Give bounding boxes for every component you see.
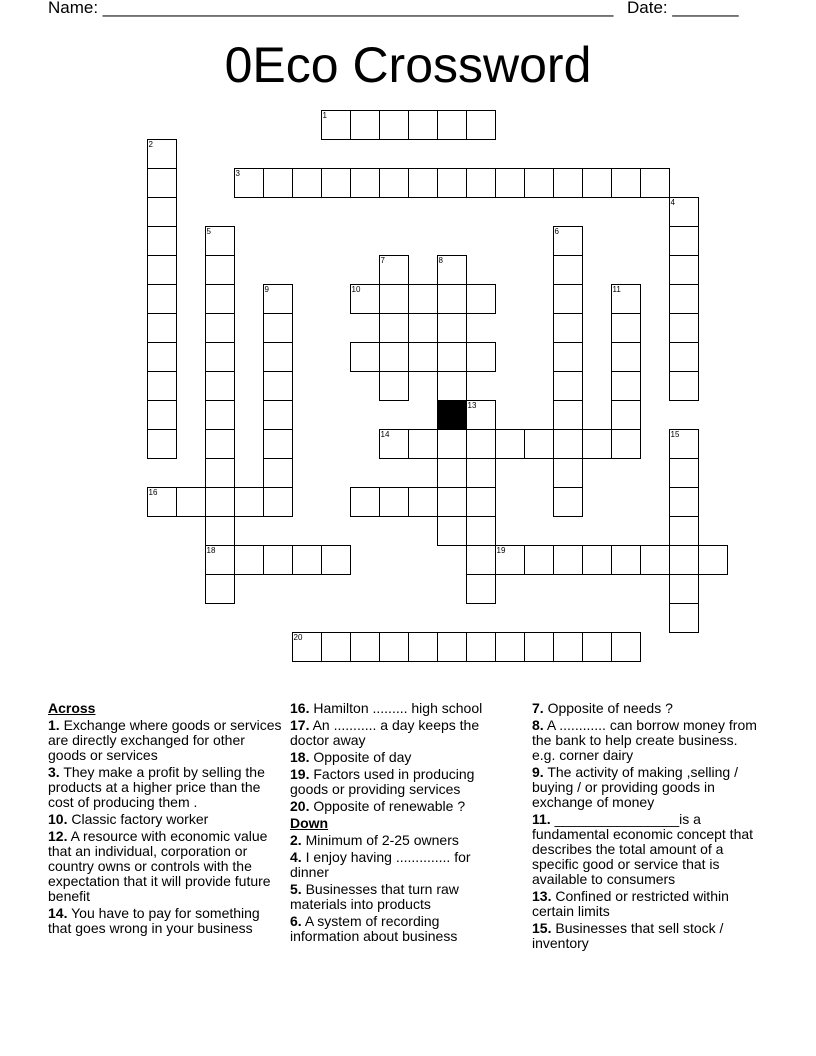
crossword-cell[interactable] — [553, 429, 583, 459]
clues-column-1 — [48, 701, 283, 938]
crossword-cell[interactable] — [437, 284, 467, 314]
clue-text: Opposite of renewable ? — [313, 798, 466, 814]
crossword-cell[interactable] — [466, 284, 496, 314]
crossword-cell[interactable] — [292, 632, 322, 662]
crossword-cell[interactable] — [205, 545, 235, 575]
crossword-cell[interactable] — [379, 313, 409, 343]
crossword-cell[interactable] — [640, 545, 670, 575]
clue-number: 15. — [532, 920, 552, 936]
crossword-cell[interactable] — [640, 168, 670, 198]
crossword-cell[interactable] — [553, 342, 583, 372]
crossword-cell[interactable] — [553, 545, 583, 575]
crossword-cell[interactable] — [408, 342, 438, 372]
crossword-cell[interactable] — [350, 487, 380, 517]
clue-text: Opposite of day — [313, 749, 412, 765]
clue-number: 3. — [48, 764, 60, 780]
crossword-cell[interactable] — [669, 342, 699, 372]
clue-number: 13. — [532, 888, 552, 904]
crossword-cell[interactable] — [379, 110, 409, 140]
clue-item — [532, 701, 762, 716]
crossword-cell[interactable] — [553, 284, 583, 314]
clue-number: 18. — [290, 749, 310, 765]
crossword-cell[interactable] — [495, 632, 525, 662]
crossword-cell[interactable] — [669, 284, 699, 314]
clue-text: A ............ can borrow money from the bank to help create business. e.g. corner dairy — [532, 717, 757, 763]
crossword-cell[interactable] — [437, 110, 467, 140]
clue-item — [48, 812, 283, 827]
crossword-cell[interactable] — [350, 342, 380, 372]
clue-text: Minimum of 2-25 owners — [305, 832, 459, 848]
crossword-cell[interactable] — [147, 429, 177, 459]
crossword-cell[interactable] — [553, 255, 583, 285]
crossword-cell[interactable] — [379, 284, 409, 314]
down-clue-list-continued — [532, 701, 762, 951]
crossword-cell[interactable] — [437, 516, 467, 546]
clue-item — [48, 765, 283, 810]
crossword-cell[interactable] — [611, 632, 641, 662]
clue-number-label: 16 — [148, 487, 158, 497]
crossword-cell[interactable] — [466, 574, 496, 604]
clue-item — [532, 889, 762, 919]
crossword-cell[interactable] — [350, 168, 380, 198]
clue-number-label: 14 — [380, 429, 390, 439]
clue-text: Businesses that sell stock / inventory — [532, 920, 724, 951]
crossword-cell[interactable] — [669, 574, 699, 604]
crossword-cell[interactable] — [611, 545, 641, 575]
crossword-cell[interactable] — [263, 429, 293, 459]
crossword-cell[interactable] — [553, 226, 583, 256]
crossword-cell[interactable] — [147, 284, 177, 314]
clue-text: A resource with economic value that an individual, corporation or country owns or controls with the expectation that it will provide future benefit — [48, 828, 271, 904]
crossword-cell[interactable] — [466, 545, 496, 575]
crossword-cell[interactable] — [582, 429, 612, 459]
crossword-cell[interactable] — [437, 458, 467, 488]
clue-text: ________________is a fundamental economic concept that describes the total amount of a specific good or service that is available to consumers — [532, 811, 754, 887]
crossword-cell[interactable] — [582, 168, 612, 198]
crossword-cell[interactable] — [205, 516, 235, 546]
across-clue-list — [48, 718, 283, 936]
crossword-cell[interactable] — [147, 168, 177, 198]
crossword-cell[interactable] — [205, 342, 235, 372]
crossword-cell[interactable] — [611, 342, 641, 372]
crossword-cell[interactable] — [234, 545, 264, 575]
crossword-cell[interactable] — [379, 255, 409, 285]
crossword-cell[interactable] — [321, 168, 351, 198]
crossword-cell[interactable] — [669, 429, 699, 459]
clue-number-label: 5 — [206, 226, 211, 236]
crossword-cell[interactable] — [495, 545, 525, 575]
crossword-cell[interactable] — [205, 458, 235, 488]
clue-number: 14. — [48, 905, 68, 921]
clue-item — [290, 718, 505, 748]
crossword-cell[interactable] — [350, 632, 380, 662]
clue-item — [48, 718, 283, 763]
across-heading: Across — [48, 700, 96, 716]
clue-number: 2. — [290, 832, 302, 848]
crossword-cell[interactable] — [147, 371, 177, 401]
crossword-cell[interactable] — [408, 632, 438, 662]
crossword-cell[interactable] — [292, 545, 322, 575]
crossword-cell[interactable] — [437, 632, 467, 662]
clue-number: 17. — [290, 717, 310, 733]
crossword-cell[interactable] — [205, 487, 235, 517]
crossword-cell[interactable] — [350, 110, 380, 140]
clue-number: 12. — [48, 828, 68, 844]
crossword-cell[interactable] — [147, 313, 177, 343]
crossword-cell[interactable] — [321, 632, 351, 662]
crossword-cell[interactable] — [205, 400, 235, 430]
crossword-cell[interactable] — [466, 487, 496, 517]
clue-item — [290, 767, 505, 797]
crossword-cell[interactable] — [263, 168, 293, 198]
clue-number-label: 1 — [322, 110, 327, 120]
clue-number: 8. — [532, 717, 544, 733]
clue-number: 4. — [290, 849, 302, 865]
crossword-cell[interactable] — [611, 371, 641, 401]
clue-number-label: 15 — [670, 429, 680, 439]
crossword-cell[interactable] — [263, 400, 293, 430]
clues-column-2 — [290, 701, 505, 946]
crossword-cell[interactable] — [147, 342, 177, 372]
clue-item — [290, 914, 505, 944]
clue-number: 5. — [290, 881, 302, 897]
clue-number-label: 19 — [496, 545, 506, 555]
clue-number-label: 8 — [438, 255, 443, 265]
crossword-cell[interactable] — [466, 342, 496, 372]
clue-item — [532, 718, 762, 763]
crossword-cell[interactable] — [263, 313, 293, 343]
crossword-cell[interactable] — [437, 255, 467, 285]
crossword-cell[interactable] — [524, 545, 554, 575]
crossword-cell[interactable] — [466, 429, 496, 459]
clue-text: They make a profit by selling the products at a higher price than the cost of producing them . — [48, 764, 265, 810]
crossword-cell[interactable] — [698, 545, 728, 575]
crossword-cell[interactable] — [408, 110, 438, 140]
clue-number: 19. — [290, 766, 310, 782]
clue-number-label: 10 — [351, 284, 361, 294]
clue-number-label: 4 — [670, 197, 675, 207]
crossword-cell[interactable] — [408, 429, 438, 459]
clue-number: 1. — [48, 717, 60, 733]
crossword-cell[interactable] — [553, 371, 583, 401]
clue-number-label: 6 — [554, 226, 559, 236]
clue-text: Factors used in producing goods or providing services — [290, 766, 475, 797]
crossword-cell[interactable] — [350, 284, 380, 314]
crossword-cell[interactable] — [669, 226, 699, 256]
crossword-cell[interactable] — [669, 458, 699, 488]
crossword-cell[interactable] — [669, 197, 699, 227]
crossword-cell[interactable] — [205, 255, 235, 285]
crossword-cell[interactable] — [669, 545, 699, 575]
crossword-cell[interactable] — [611, 313, 641, 343]
crossword-cell[interactable] — [611, 429, 641, 459]
clue-number-label: 9 — [264, 284, 269, 294]
crossword-cell[interactable] — [553, 313, 583, 343]
crossword-cell[interactable] — [611, 400, 641, 430]
crossword-black-cell — [437, 400, 467, 430]
crossword-cell[interactable] — [437, 487, 467, 517]
crossword-cell[interactable] — [466, 516, 496, 546]
clue-item — [290, 882, 505, 912]
crossword-cell[interactable] — [437, 429, 467, 459]
across-clue-list-continued — [290, 701, 505, 814]
crossword-cell[interactable] — [466, 400, 496, 430]
clue-number-label: 20 — [293, 632, 303, 642]
crossword-cell[interactable] — [437, 371, 467, 401]
clue-number: 20. — [290, 798, 310, 814]
crossword-cell[interactable] — [147, 139, 177, 169]
clue-number-label: 2 — [148, 139, 153, 149]
clue-text: An ........... a day keeps the doctor away — [290, 717, 480, 748]
crossword-cell[interactable] — [147, 400, 177, 430]
crossword-cell[interactable] — [205, 371, 235, 401]
crossword-cell[interactable] — [263, 458, 293, 488]
clue-number: 11. — [532, 811, 551, 827]
crossword-cell[interactable] — [524, 632, 554, 662]
crossword-cell[interactable] — [553, 400, 583, 430]
crossword-cell[interactable] — [669, 255, 699, 285]
clue-text: The activity of making ,selling / buying / or providing goods in exchange of money — [532, 764, 738, 810]
crossword-cell[interactable] — [669, 313, 699, 343]
crossword-cell[interactable] — [263, 545, 293, 575]
clue-number: 16. — [290, 700, 310, 716]
clue-number-label: 13 — [467, 400, 477, 410]
crossword-cell[interactable] — [379, 371, 409, 401]
crossword-cell[interactable] — [205, 429, 235, 459]
down-clue-list — [290, 833, 505, 944]
crossword-cell[interactable] — [466, 168, 496, 198]
crossword-cell[interactable] — [379, 342, 409, 372]
crossword-cell[interactable] — [147, 197, 177, 227]
crossword-cell[interactable] — [437, 168, 467, 198]
clue-text: Classic factory worker — [71, 811, 209, 827]
crossword-cell[interactable] — [379, 632, 409, 662]
crossword-cell[interactable] — [524, 168, 554, 198]
crossword-cell[interactable] — [466, 632, 496, 662]
crossword-cell[interactable] — [321, 110, 351, 140]
crossword-cell[interactable] — [495, 429, 525, 459]
clue-item — [532, 812, 762, 887]
crossword-cell[interactable] — [524, 429, 554, 459]
clue-text: You have to pay for something that goes wrong in your business — [48, 905, 260, 936]
crossword-cell[interactable] — [669, 516, 699, 546]
crossword-cell[interactable] — [408, 284, 438, 314]
crossword-cell[interactable] — [408, 487, 438, 517]
clue-number: 6. — [290, 913, 302, 929]
crossword-cell[interactable] — [379, 429, 409, 459]
crossword-cell[interactable] — [582, 632, 612, 662]
clue-text: Opposite of needs ? — [547, 700, 673, 716]
crossword-cell[interactable] — [379, 168, 409, 198]
crossword-cell[interactable] — [205, 313, 235, 343]
clue-text: Confined or restricted within certain limits — [532, 888, 729, 919]
clue-number-label: 18 — [206, 545, 216, 555]
clue-number: 9. — [532, 764, 544, 780]
crossword-cell[interactable] — [205, 284, 235, 314]
clue-item — [290, 701, 505, 716]
crossword-cell[interactable] — [553, 487, 583, 517]
crossword-cell[interactable] — [263, 342, 293, 372]
clue-item — [290, 833, 505, 848]
crossword-cell[interactable] — [437, 342, 467, 372]
crossword-cell[interactable] — [234, 487, 264, 517]
crossword-cell[interactable] — [263, 284, 293, 314]
crossword-cell[interactable] — [147, 226, 177, 256]
crossword-cell[interactable] — [437, 313, 467, 343]
clue-number-label: 7 — [380, 255, 385, 265]
down-heading: Down — [290, 815, 329, 831]
crossword-cell[interactable] — [408, 168, 438, 198]
clue-number: 10. — [48, 811, 68, 827]
clue-text: Exchange where goods or services are directly exchanged for other goods or services — [48, 717, 282, 763]
crossword-cell[interactable] — [611, 168, 641, 198]
crossword-cell[interactable] — [669, 371, 699, 401]
crossword-cell[interactable] — [263, 371, 293, 401]
crossword-cell[interactable] — [321, 545, 351, 575]
crossword-cell[interactable] — [669, 487, 699, 517]
clue-number: 7. — [532, 700, 544, 716]
crossword-cell[interactable] — [263, 487, 293, 517]
crossword-cell[interactable] — [582, 545, 612, 575]
name-field: Name: ______________________________________________________ — [48, 0, 614, 17]
clue-item — [290, 799, 505, 814]
crossword-cell[interactable] — [205, 226, 235, 256]
crossword-cell[interactable] — [553, 458, 583, 488]
clues-column-3 — [532, 701, 762, 953]
crossword-cell[interactable] — [379, 487, 409, 517]
clue-item — [532, 765, 762, 810]
clue-text: Businesses that turn raw materials into products — [290, 881, 459, 912]
clue-number-label: 11 — [612, 284, 621, 294]
crossword-cell[interactable] — [176, 487, 206, 517]
page-title: 0Eco Crossword — [224, 37, 592, 93]
crossword-cell[interactable] — [205, 574, 235, 604]
clue-text: A system of recording information about business — [290, 913, 458, 944]
crossword-cell[interactable] — [466, 458, 496, 488]
crossword-cell[interactable] — [234, 168, 264, 198]
clue-item — [48, 906, 283, 936]
clue-item — [290, 750, 505, 765]
crossword-cell[interactable] — [553, 632, 583, 662]
clue-text: Hamilton ......... high school — [313, 700, 483, 716]
clue-number-label: 3 — [235, 168, 240, 178]
clue-item — [48, 829, 283, 904]
crossword-cell[interactable] — [669, 603, 699, 633]
crossword-cell[interactable] — [495, 168, 525, 198]
crossword-cell[interactable] — [553, 168, 583, 198]
clue-item — [532, 921, 762, 951]
clue-item — [290, 850, 505, 880]
date-field: Date: _______ — [627, 0, 739, 17]
crossword-cell[interactable] — [147, 487, 177, 517]
crossword-cell[interactable] — [292, 168, 322, 198]
crossword-cell[interactable] — [611, 284, 641, 314]
crossword-cell[interactable] — [466, 110, 496, 140]
crossword-cell[interactable] — [147, 255, 177, 285]
clue-text: I enjoy having .............. for dinner — [290, 849, 471, 880]
